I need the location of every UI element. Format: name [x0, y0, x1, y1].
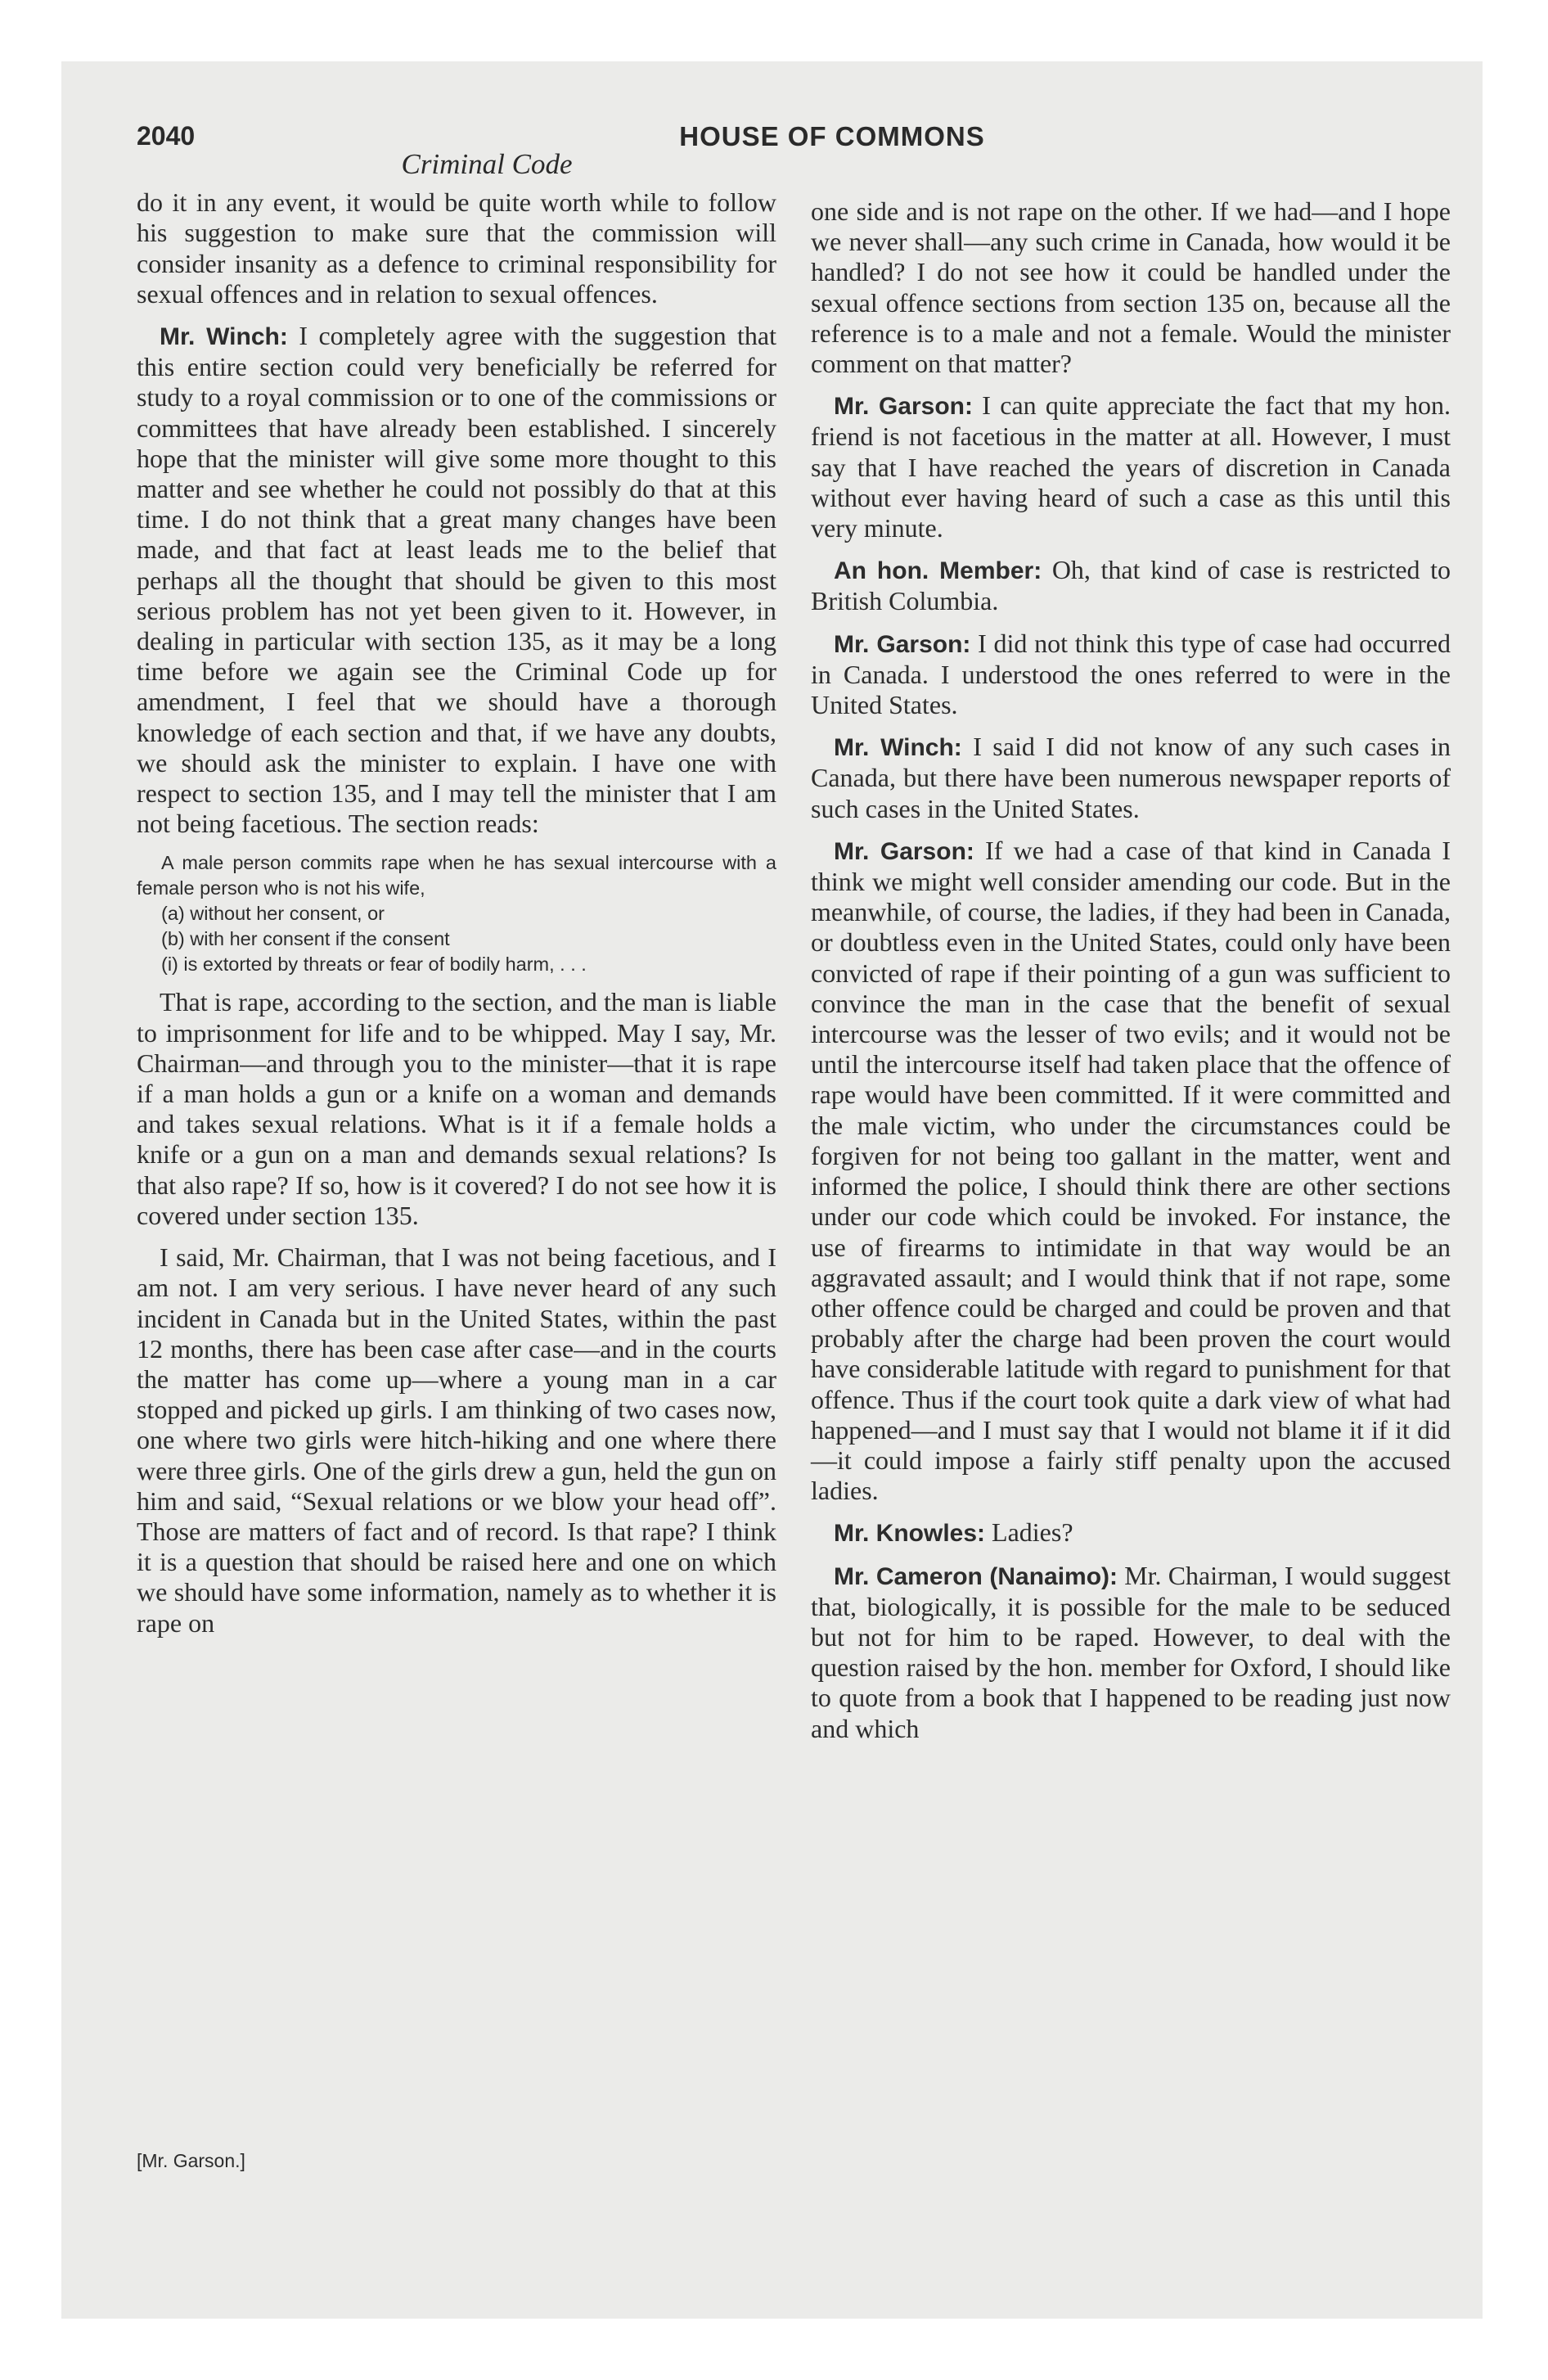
speech-text: If we had a case of that kind in Canada I think we might well consider amending our code. But in the meanwhile, of course, the ladies, if they had been in Canada, or doubtless even in the United States, could only have been convicted of rape if their pointing of a gun was sufficient to convince the man in the case that the benefit of sexual intercourse was the lesser of two evils; and it would not be until the intercourse itself had taken place that the offence of rape would have been committed. If it were committed and the male victim, who under the circumstances could be forgiven for not being too gallant in the matter, went and informed the police, I should think there are other sections under our code which could be invoked. For instance, the use of firearms to intimidate in that way would be an aggravated assault; and I would think that if not rape, some other offence could be charged and could be proven and that probably after the charge had been proven the court would have considerable latitude with regard to punishment for that offence. Thus if the court took quite a dark view of what had happened—and I must say that I would not blame it if it did—it could impose a fairly stiff penalty upon the accused ladies. [811, 835, 1451, 1506]
paragraph: That is rape, according to the section, and the man is liable to imprisonment for life and to be whipped. May I say, Mr. Chairman—and through you to the minister—that it is rape if a man holds a gun or a knife on a woman and demands and takes sexual relations. What is it if a female holds a knife or a gun on a man and demands sexual relations? Is that also rape? If so, how is it covered? I do not see how it is covered under section 135. [137, 987, 776, 1230]
paragraph: I said, Mr. Chairman, that I was not being facetious, and I am not. I am very serious. I have never heard of any such incident in Canada but in the United States, within the past 12 months, there has been case after case—and in the courts the matter has come up—where a young man in a car stopped and picked up girls. I am thinking of two cases now, one where two girls were hitch-hiking and one where there were three girls. One of the girls drew a gun, held the gun on him and said, “Sexual relations or we blow your head off”. Those are matters of fact and of record. Is that rape? I think it is a question that should be raised here and one on which we should have some information, namely as to whether it is rape on [137, 1242, 776, 1638]
speech-paragraph [811, 629, 1451, 721]
running-head: HOUSE OF COMMONS [679, 121, 985, 151]
speaker-name: Mr. Knowles: [834, 1520, 986, 1548]
speech-text: Ladies? [992, 1517, 1073, 1548]
section-title: Criminal Code [401, 148, 573, 180]
quote-lead: A male person commits rape when he has sexual intercourse with a female person who is not his wife, [137, 852, 776, 899]
speaker-name: Mr. Garson: [834, 630, 971, 658]
paragraph: one side and is not rape on the other. If we had—and I hope we never shall—any such crime in Canada, how would it be handled? I do not see how it could be handled under the sexual offence sections from section 135 on, because all the reference is to a male and not a female. Would the minister comment on that matter? [811, 196, 1451, 379]
statute-quote [137, 850, 776, 977]
speaker-name: Mr. Garson: [834, 837, 974, 865]
speech-text: I did not think this type of case had occurred in Canada. I understood the ones referred to were in the United States. [811, 628, 1451, 720]
speech-paragraph [137, 321, 776, 839]
speech-text: Mr. Chairman, I would suggest that, biologically, it is possible for the male to be seduced but not for him to be raped. However, to deal with the question raised by the hon. member for Oxford, I should like to quote from a book that I happened to be reading just now and which [811, 1560, 1451, 1743]
speech-text: I can quite appreciate the fact that my hon. friend is not facetious in the matter at all. However, I must say that I have reached the years of discretion in Canada without ever having heard of such a case as this until this very minute. [811, 390, 1451, 543]
speech-paragraph [811, 732, 1451, 824]
speech-text: Oh, that kind of case is restricted to British Columbia. [811, 555, 1451, 616]
speech-text: I completely agree with the suggestion that this entire section could very beneficially be referred for study to a royal commission or to one of the commissions or committees that have already been established. I sincerely hope that the minister will give some more thought to this matter and see whether he could not possibly do that at this time. I do not think that a great many changes have been made, and that fact at least leads me to the belief that perhaps all the thought that should be given to this most serious problem has not yet been given to it. However, in dealing in particular with section 135, as it may be a long time before we again see the Criminal Code up for amendment, I feel that we should have a thorough knowledge of each section and that, if we have any doubts, we should ask the minister to explain. I have one with respect to section 135, and I may tell the minister that I am not being facetious. The section reads: [137, 321, 777, 839]
speaker-name: Mr. Cameron (Nanaimo): [834, 1562, 1118, 1590]
quote-clause-a: (a) without her consent, or [161, 903, 385, 925]
speaker-name: Mr. Garson: [834, 393, 973, 421]
speech-paragraph [811, 836, 1451, 1506]
speech-text: I said I did not know of any such cases in Canada, but there have been numerous newspaper reports of such cases in the United States. [811, 732, 1451, 823]
speaker-name: Mr. Winch: [160, 323, 288, 351]
speaker-footer-reference: [Mr. Garson.] [137, 2150, 245, 2171]
page-number: 2040 [137, 121, 196, 151]
speech-paragraph [811, 1517, 1451, 1548]
left-column [137, 148, 777, 1650]
quote-clause-b: (b) with her consent if the consent [161, 928, 450, 950]
speech-paragraph [811, 390, 1451, 543]
page-sheet [61, 61, 1483, 2319]
paragraph: do it in any event, it would be quite worth while to follow his suggestion to make sure that the commission will consider insanity as a defence to criminal responsibility for sexual offences and in relation to sexual offences. [137, 187, 776, 309]
speaker-name: Mr. Winch: [834, 734, 962, 762]
speech-paragraph [811, 1561, 1451, 1744]
quote-clause-i: (i) is extorted by threats or fear of bodily harm, . . . [161, 953, 587, 976]
speaker-name: An hon. Member: [834, 557, 1042, 585]
speech-paragraph [811, 555, 1451, 616]
right-column [811, 196, 1451, 1756]
